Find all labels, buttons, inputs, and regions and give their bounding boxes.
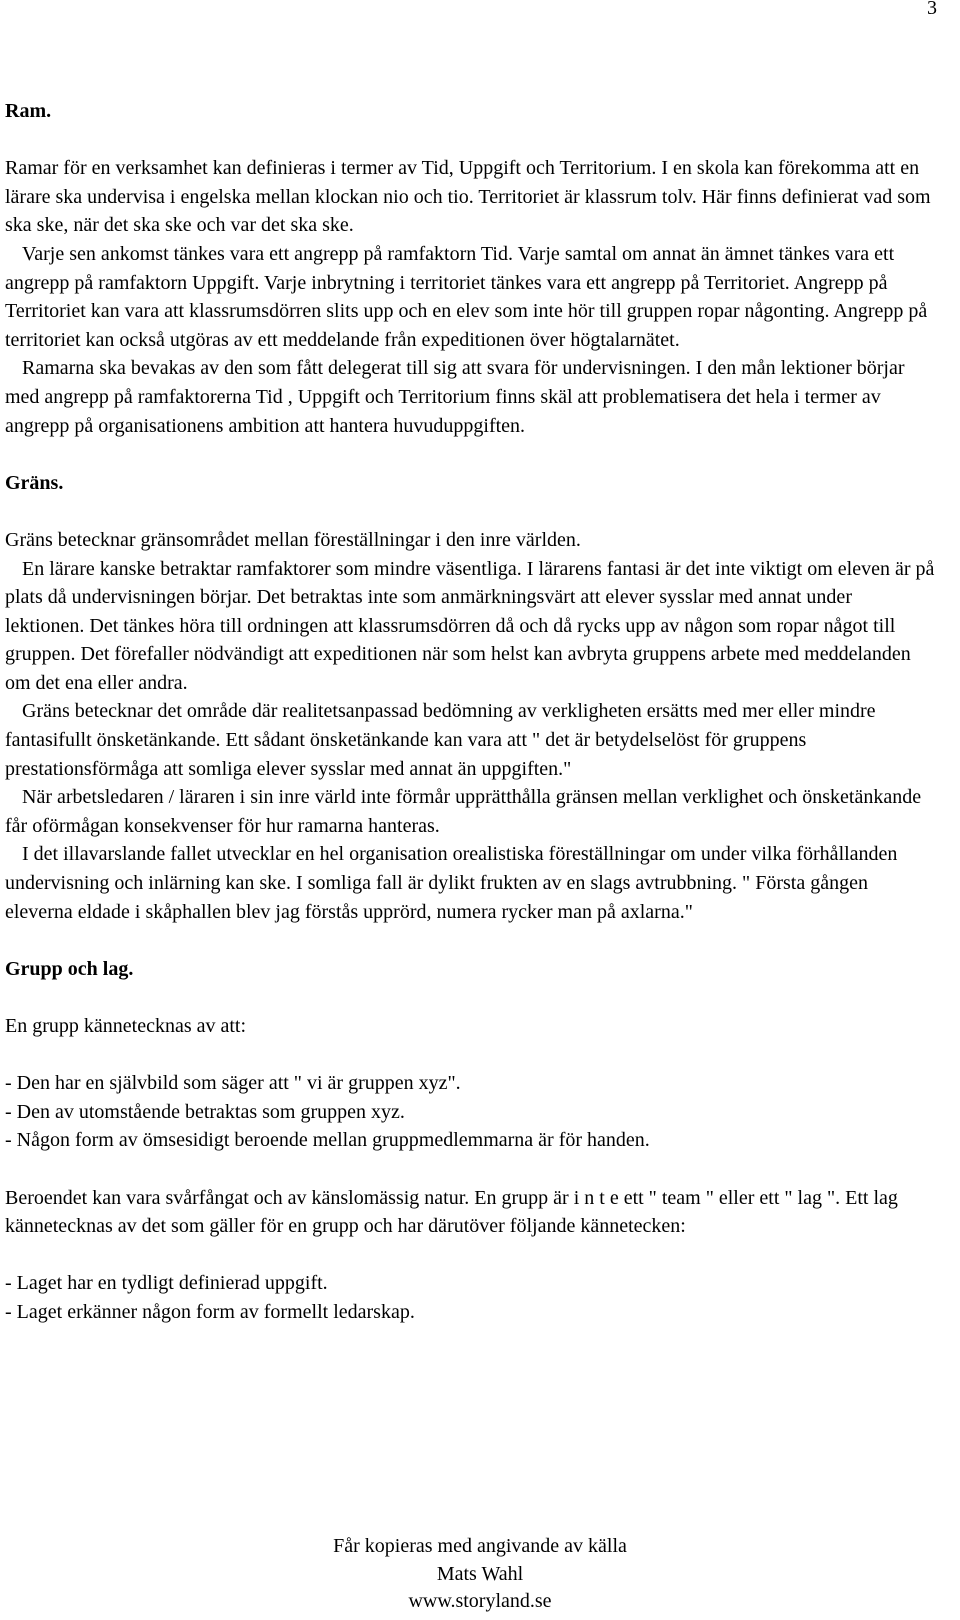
ram-paragraph-1: Ramar för en verksamhet kan definieras i termer av Tid, Uppgift och Territorium. I en skola kan förekomma att en lärare ska undervisa i engelska mellan klockan nio och tio. Territoriet är klassrum tolv. Här finns definierat vad som ska ske, när det ska ske och var det ska ske.	[5, 157, 931, 237]
heading-ram: Ram.	[5, 100, 52, 122]
footer-author: Mats Wahl	[436, 1562, 524, 1585]
footer-website: www.storyland.se	[408, 1590, 552, 1612]
heading-grupp-och-lag: Grupp och lag.	[5, 957, 134, 980]
list-item: - Den av utomstående betraktas som gruppen xyz.	[5, 1100, 405, 1123]
page-number: 3	[927, 0, 937, 19]
grans-paragraph-2: En lärare kanske betraktar ramfaktorer som mindre väsentliga. I lärarens fantasi är det inte viktigt om eleven är på plats då undervisningen börjar. Det betraktas inte som anmärkningsvärt att elever sysslar med annat under lektionen. Det tänkes höra till ordningen att klassrumsdörren då och då rycks upp av någon som ropar något till gruppen. Det förefaller nödvändigt att expeditionen när som helst kan avbryta gruppens arbete med meddelanden om det ena eller andra.	[5, 557, 935, 694]
grans-paragraph-5: I det illavarslande fallet utvecklar en hel organisation orealistiska föreställningar om under vilka förhållanden undervisning och inlärning kan ske. I somliga fall är dylikt frukten av en slags avtrubbning. " Första gången eleverna eldade i skåphallen blev jag förstås upprörd, numera rycker man på axlarna."	[5, 843, 898, 923]
grupp-intro: En grupp kännetecknas av att:	[5, 1015, 247, 1037]
grans-paragraph-3: Gräns betecknar det område där realitetsanpassad bedömning av verkligheten ersätts med mer eller mindre fantasifullt önsketänkande. Ett sådant önsketänkande kan vara att " det är betydelselöst för gruppens prestationsförmåga att somliga elever sysslar med annat än uppgiften."	[5, 700, 876, 780]
document-body	[5, 97, 935, 1327]
footer-copy-notice: Får kopieras med angivande av källa	[333, 1535, 627, 1557]
ram-paragraph-3: Ramarna ska bevakas av den som fått delegerat till sig att svara för undervisningen. I den mån lektioner börjar med angrepp på ramfaktorerna Tid , Uppgift och Territorium finns skäl att problematisera det hela i termer av angrepp på organisationens ambition att hantera huvuduppgiften.	[5, 357, 905, 437]
footer	[0, 1533, 960, 1616]
grans-paragraph-4: När arbetsledaren / läraren i sin inre värld inte förmår upprätthålla gränsen mellan verklighet och önsketänkande får oförmågan konsekvenser för hur ramarna hanteras.	[5, 786, 922, 837]
ram-paragraph-2: Varje sen ankomst tänkes vara ett angrepp på ramfaktorn Tid. Varje samtal om annat än ämnet tänkes vara ett angrepp på ramfaktorn Uppgift. Varje inbrytning i territoriet tänkes vara ett angrepp på Territoriet. Angrepp på Territoriet kan vara att klassrumsdörren slits upp och en elev som inte hör till gruppen ropar någonting. Angrepp på territoriet kan också utgöras av ett meddelande från expeditionen över högtalarnätet.	[5, 242, 928, 351]
list-item: - Någon form av ömsesidigt beroende mellan gruppmedlemmarna är för handen.	[5, 1129, 650, 1152]
list-item: - Den har en självbild som säger att " vi är gruppen xyz".	[5, 1072, 461, 1095]
list-item: - Laget erkänner någon form av formellt ledarskap.	[5, 1300, 415, 1323]
grans-paragraph-1: Gräns betecknar gränsområdet mellan föreställningar i den inre världen.	[5, 528, 581, 551]
list-item: - Laget har en tydligt definierad uppgift.	[5, 1272, 328, 1295]
grupp-paragraph: Beroendet kan vara svårfångat och av känslomässig natur. En grupp är i n t e ett " team " eller ett " lag ". Ett lag kännetecknas av det som gäller för en grupp och har därutöver följande kännetecken:	[5, 1186, 898, 1238]
heading-grans: Gräns.	[5, 471, 64, 494]
